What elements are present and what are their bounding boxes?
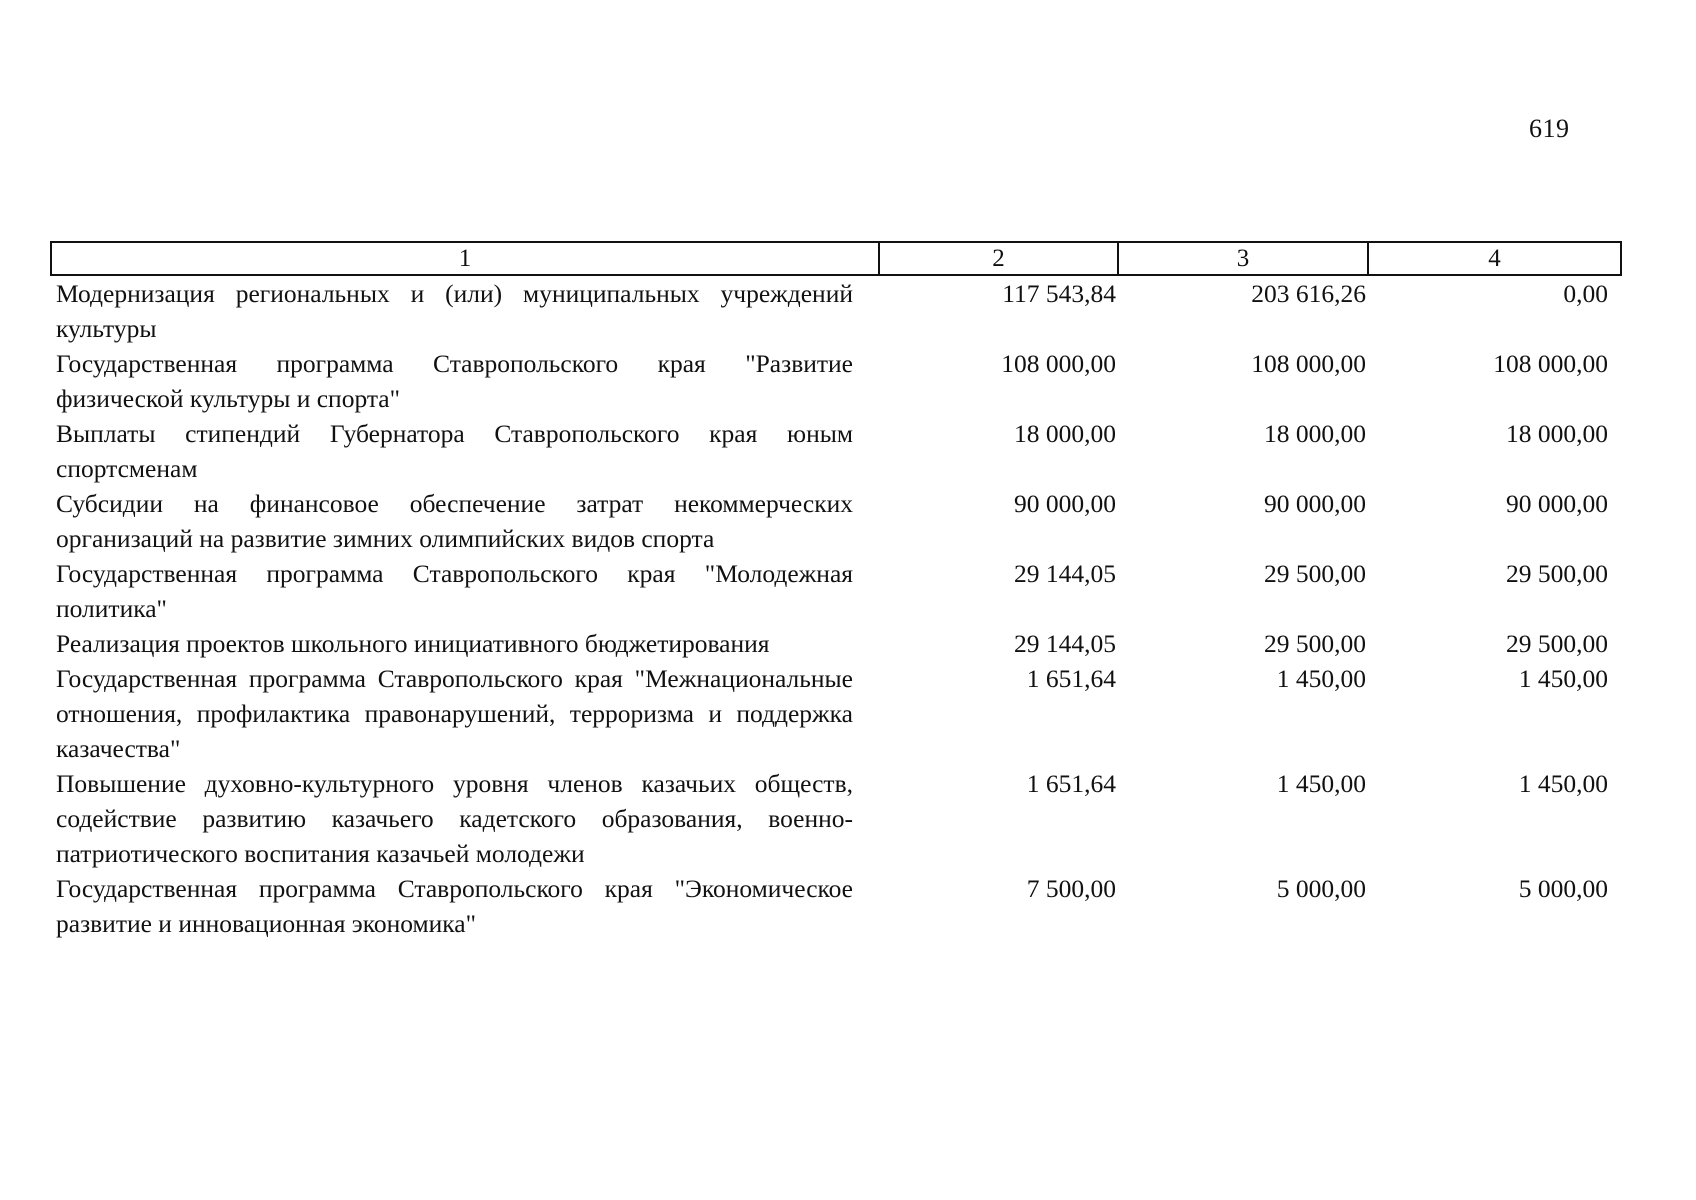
row-name: Модернизация региональных и (или) муниципальных учреждений культуры [56, 279, 853, 343]
row-value-col2: 1 651,64 [1026, 664, 1116, 693]
column-header-2: 2 [879, 242, 1118, 275]
row-name: Государственная программа Ставропольского края "Межнациональные отношения, профилактика правонарушений, терроризма и поддержка казачества" [56, 664, 853, 763]
row-value-col2: 90 000,00 [1014, 489, 1116, 518]
table-row [51, 871, 1621, 941]
row-name: Субсидии на финансовое обеспечение затрат некоммерческих организаций на развитие зимних олимпийских видов спорта [56, 489, 853, 553]
table-row [51, 766, 1621, 871]
row-name: Государственная программа Ставропольского края "Экономическое развитие и инновационная экономика" [56, 874, 853, 938]
row-value-col2: 108 000,00 [1001, 349, 1116, 378]
row-value-col4: 1 450,00 [1518, 769, 1608, 798]
row-value-col3: 18 000,00 [1264, 419, 1366, 448]
row-name: Государственная программа Ставропольского края "Развитие физической культуры и спорта" [56, 349, 853, 413]
row-value-col3: 203 616,26 [1251, 279, 1366, 308]
row-value-col4: 29 500,00 [1506, 629, 1608, 658]
row-value-col3: 29 500,00 [1264, 629, 1366, 658]
row-value-col4: 90 000,00 [1506, 489, 1608, 518]
row-value-col4: 29 500,00 [1506, 559, 1608, 588]
row-value-col3: 1 450,00 [1276, 664, 1366, 693]
table-row [51, 661, 1621, 766]
row-value-col3: 29 500,00 [1264, 559, 1366, 588]
row-value-col4: 18 000,00 [1506, 419, 1608, 448]
row-name: Повышение духовно-культурного уровня членов казачьих обществ, содействие развитию казачьего кадетского образования, военно-патриотического воспитания казачьей молодежи [56, 769, 853, 868]
column-header-3: 3 [1118, 242, 1368, 275]
column-header-4: 4 [1368, 242, 1621, 275]
table-row [51, 416, 1621, 486]
table-header [51, 242, 1621, 275]
row-value-col3: 108 000,00 [1251, 349, 1366, 378]
row-value-col4: 1 450,00 [1518, 664, 1608, 693]
row-value-col2: 29 144,05 [1014, 559, 1116, 588]
row-value-col2: 29 144,05 [1014, 629, 1116, 658]
row-value-col2: 7 500,00 [1026, 874, 1116, 903]
page-number: 619 [1529, 114, 1570, 143]
row-value-col2: 117 543,84 [1002, 279, 1116, 308]
row-value-col4: 0,00 [1563, 279, 1608, 308]
row-value-col2: 18 000,00 [1014, 419, 1116, 448]
table-row [51, 346, 1621, 416]
row-value-col3: 1 450,00 [1276, 769, 1366, 798]
table-row [51, 556, 1621, 626]
row-value-col2: 1 651,64 [1026, 769, 1116, 798]
row-name: Государственная программа Ставропольского края "Молодежная политика" [56, 559, 853, 623]
row-value-col4: 108 000,00 [1493, 349, 1608, 378]
header-row [51, 242, 1621, 275]
budget-table [50, 241, 1622, 941]
table-row [51, 275, 1621, 346]
row-name: Реализация проектов школьного инициативного бюджетирования [56, 629, 770, 658]
row-value-col3: 90 000,00 [1264, 489, 1366, 518]
row-value-col3: 5 000,00 [1276, 874, 1366, 903]
column-header-1: 1 [51, 242, 879, 275]
table-row [51, 626, 1621, 661]
row-name: Выплаты стипендий Губернатора Ставропольского края юным спортсменам [56, 419, 853, 483]
table-body [51, 275, 1621, 941]
row-value-col4: 5 000,00 [1518, 874, 1608, 903]
table-row [51, 486, 1621, 556]
